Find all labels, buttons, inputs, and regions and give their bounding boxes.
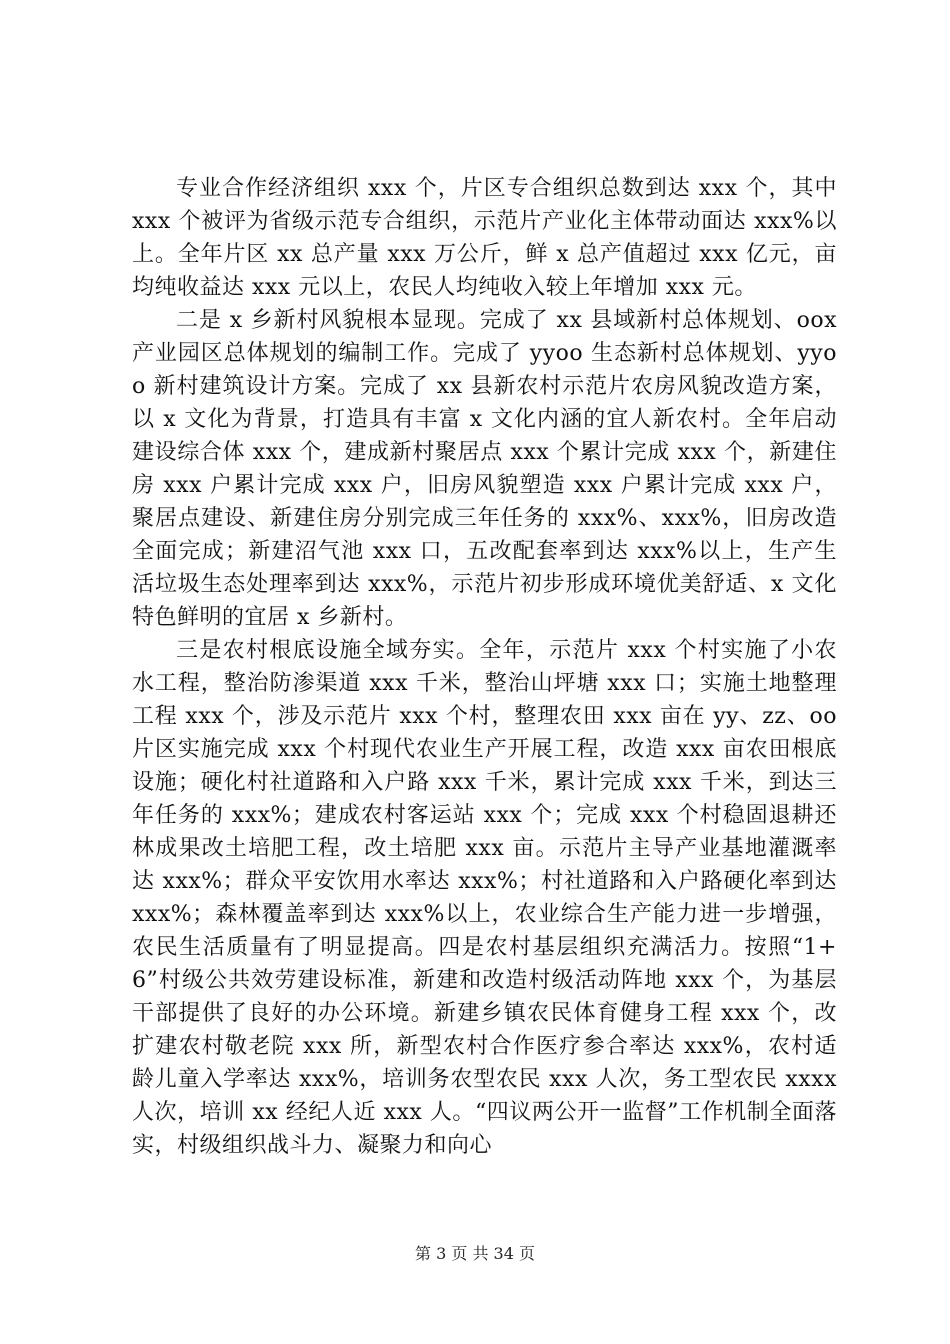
paragraph-2: 二是 x 乡新村风貌根本显现。完成了 xx 县域新村总体规划、oox 产业园区总体规划的编制工作。完成了 yyoo 生态新村总体规划、yyoo 新村建筑设计方案。完成了 xx 县新农村示范片农房风貌改造方案，以 x 文化为背景，打造具有丰富 x 文化内涵的宜人新农村。全年启动建设综合体 xxx 个，建成新村聚居点 xxx 个累计完成 xxx 个，新建住房 xxx 户累计完成 xxx 户，旧房风貌塑造 xxx 户累计完成 xxx 户，聚居点建设、新建住房分别完成三年任务的 xxx%、xxx%，旧房改造全面完成；新建沼气池 xxx 口，五改配套率到达 xxx%以上，生产生活垃圾生态处理率到达 xxx%，示范片初步形成环境优美舒适、x 文化特色鲜明的宜居 x 乡新村。: [132, 308, 837, 630]
paragraph-1: 专业合作经济组织 xxx 个，片区专合组织总数到达 xxx 个，其中 xxx 个被评为省级示范专合组织，示范片产业化主体带动面达 xxx%以上。全年片区 xx 总产量 xxx 万公斤，鲜 x 总产值超过 xxx 亿元，亩均纯收益达 xxx 元以上，农民人均纯收入较上年增加 xxx 元。: [132, 176, 837, 300]
page-number-footer: 第 3 页 共 34 页: [415, 1244, 535, 1263]
paragraph-3: 三是农村根底设施全域夯实。全年，示范片 xxx 个村实施了小农水工程，整治防渗渠道 xxx 千米，整治山坪塘 xxx 口；实施土地整理工程 xxx 个，涉及示范片 xxx 个村，整理农田 xxx 亩在 yy、zz、oo 片区实施完成 xxx 个村现代农业生产开展工程，改造 xxx 亩农田根底设施；硬化村社道路和入户路 xxx 千米，累计完成 xxx 千米，到达三年任务的 xxx%；建成农村客运站 xxx 个；完成 xxx 个村稳固退耕还林成果改土培肥工程，改土培肥 xxx 亩。示范片主导产业基地灌溉率达 xxx%；群众平安饮用水率达 xxx%；村社道路和入户路硬化率到达 xxx%；森林覆盖率到达 xxx%以上，农业综合生产能力进一步增强，农民生活质量有了明显提高。四是农村基层组织充满活力。按照“1+6”村级公共效劳建设标准，新建和改造村级活动阵地 xxx 个，为基层干部提供了良好的办公环境。新建乡镇农民体育健身工程 xxx 个，改扩建农村敬老院 xxx 所，新型农村合作医疗参合率达 xxx%，农村适龄儿童入学率达 xxx%，培训务农型农民 xxx 人次，务工型农民 xxxx 人次，培训 xx 经纪人近 xxx 人。“四议两公开一监督”工作机制全面落实，村级组织战斗力、凝聚力和向心: [132, 638, 837, 1158]
document-body: [132, 172, 837, 1162]
